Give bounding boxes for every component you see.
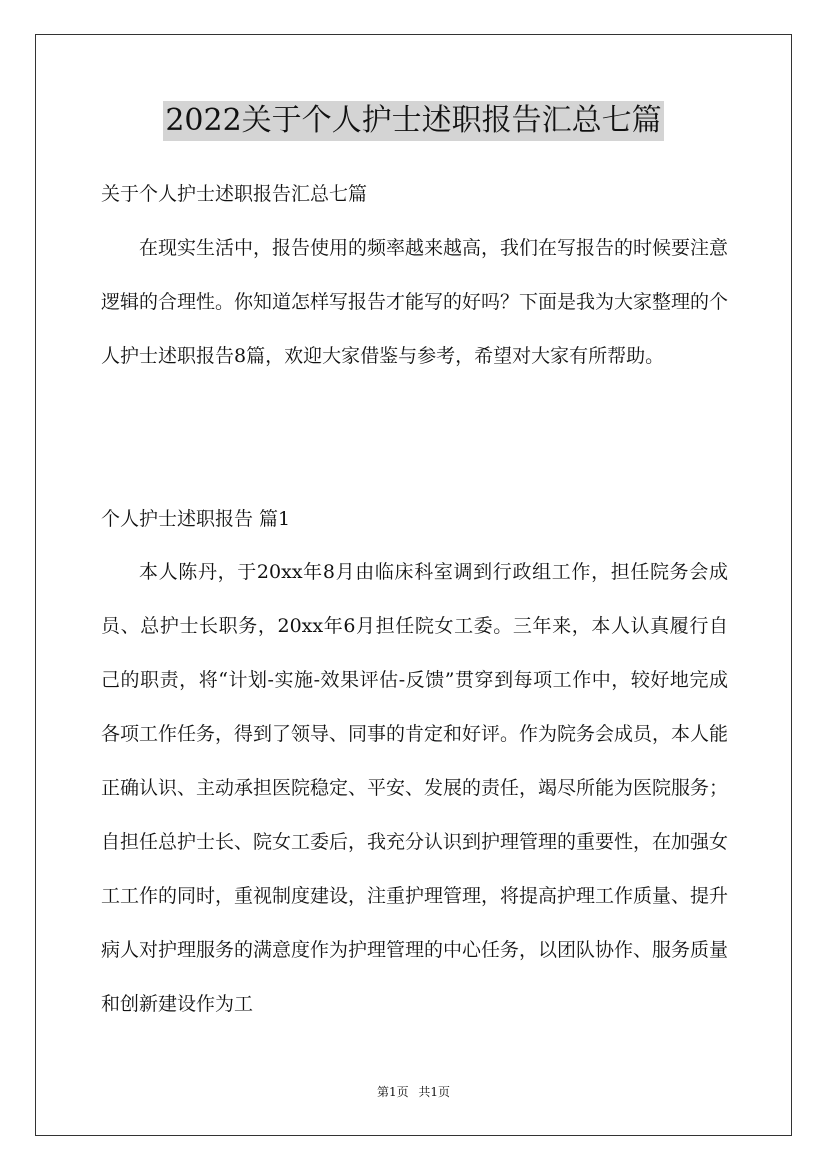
page-number: 第1页 xyxy=(376,1085,409,1099)
title-container xyxy=(0,101,827,141)
intro-paragraph: 在现实生活中，报告使用的频率越来越高，我们在写报告的时候要注意逻辑的合理性。你知道怎样写报告才能写的好吗？下面是我为大家整理的个人护士述职报告8篇，欢迎大家借鉴与参考，希望对大家有所帮助。 xyxy=(101,237,729,367)
page-footer xyxy=(0,1084,827,1100)
document-subtitle: 关于个人护士述职报告汇总七篇 xyxy=(101,183,368,205)
total-pages: 共1页 xyxy=(418,1085,451,1099)
section-heading: 个人护士述职报告 篇1 xyxy=(101,508,291,530)
document-title: 2022关于个人护士述职报告汇总七篇 xyxy=(163,101,663,141)
section-paragraph: 本人陈丹，于20xx年8月由临床科室调到行政组工作，担任院务会成员、总护士长职务，20xx年6月担任院女工委。三年来，本人认真履行自己的职责，将“计划-实施-效果评估-反馈”贯穿到每项工作中，较好地完成各项工作任务，得到了领导、同事的肯定和好评。作为院务会成员，本人能正确认识、主动承担医院稳定、平安、发展的责任，竭尽所能为医院服务；自担任总护士长、院女工委后，我充分认识到护理管理的重要性，在加强女工工作的同时，重视制度建设，注重护理管理，将提高护理工作质量、提升病人对护理服务的满意度作为护理管理的中心任务，以团队协作、服务质量和创新建设作为工 xyxy=(101,561,728,1015)
